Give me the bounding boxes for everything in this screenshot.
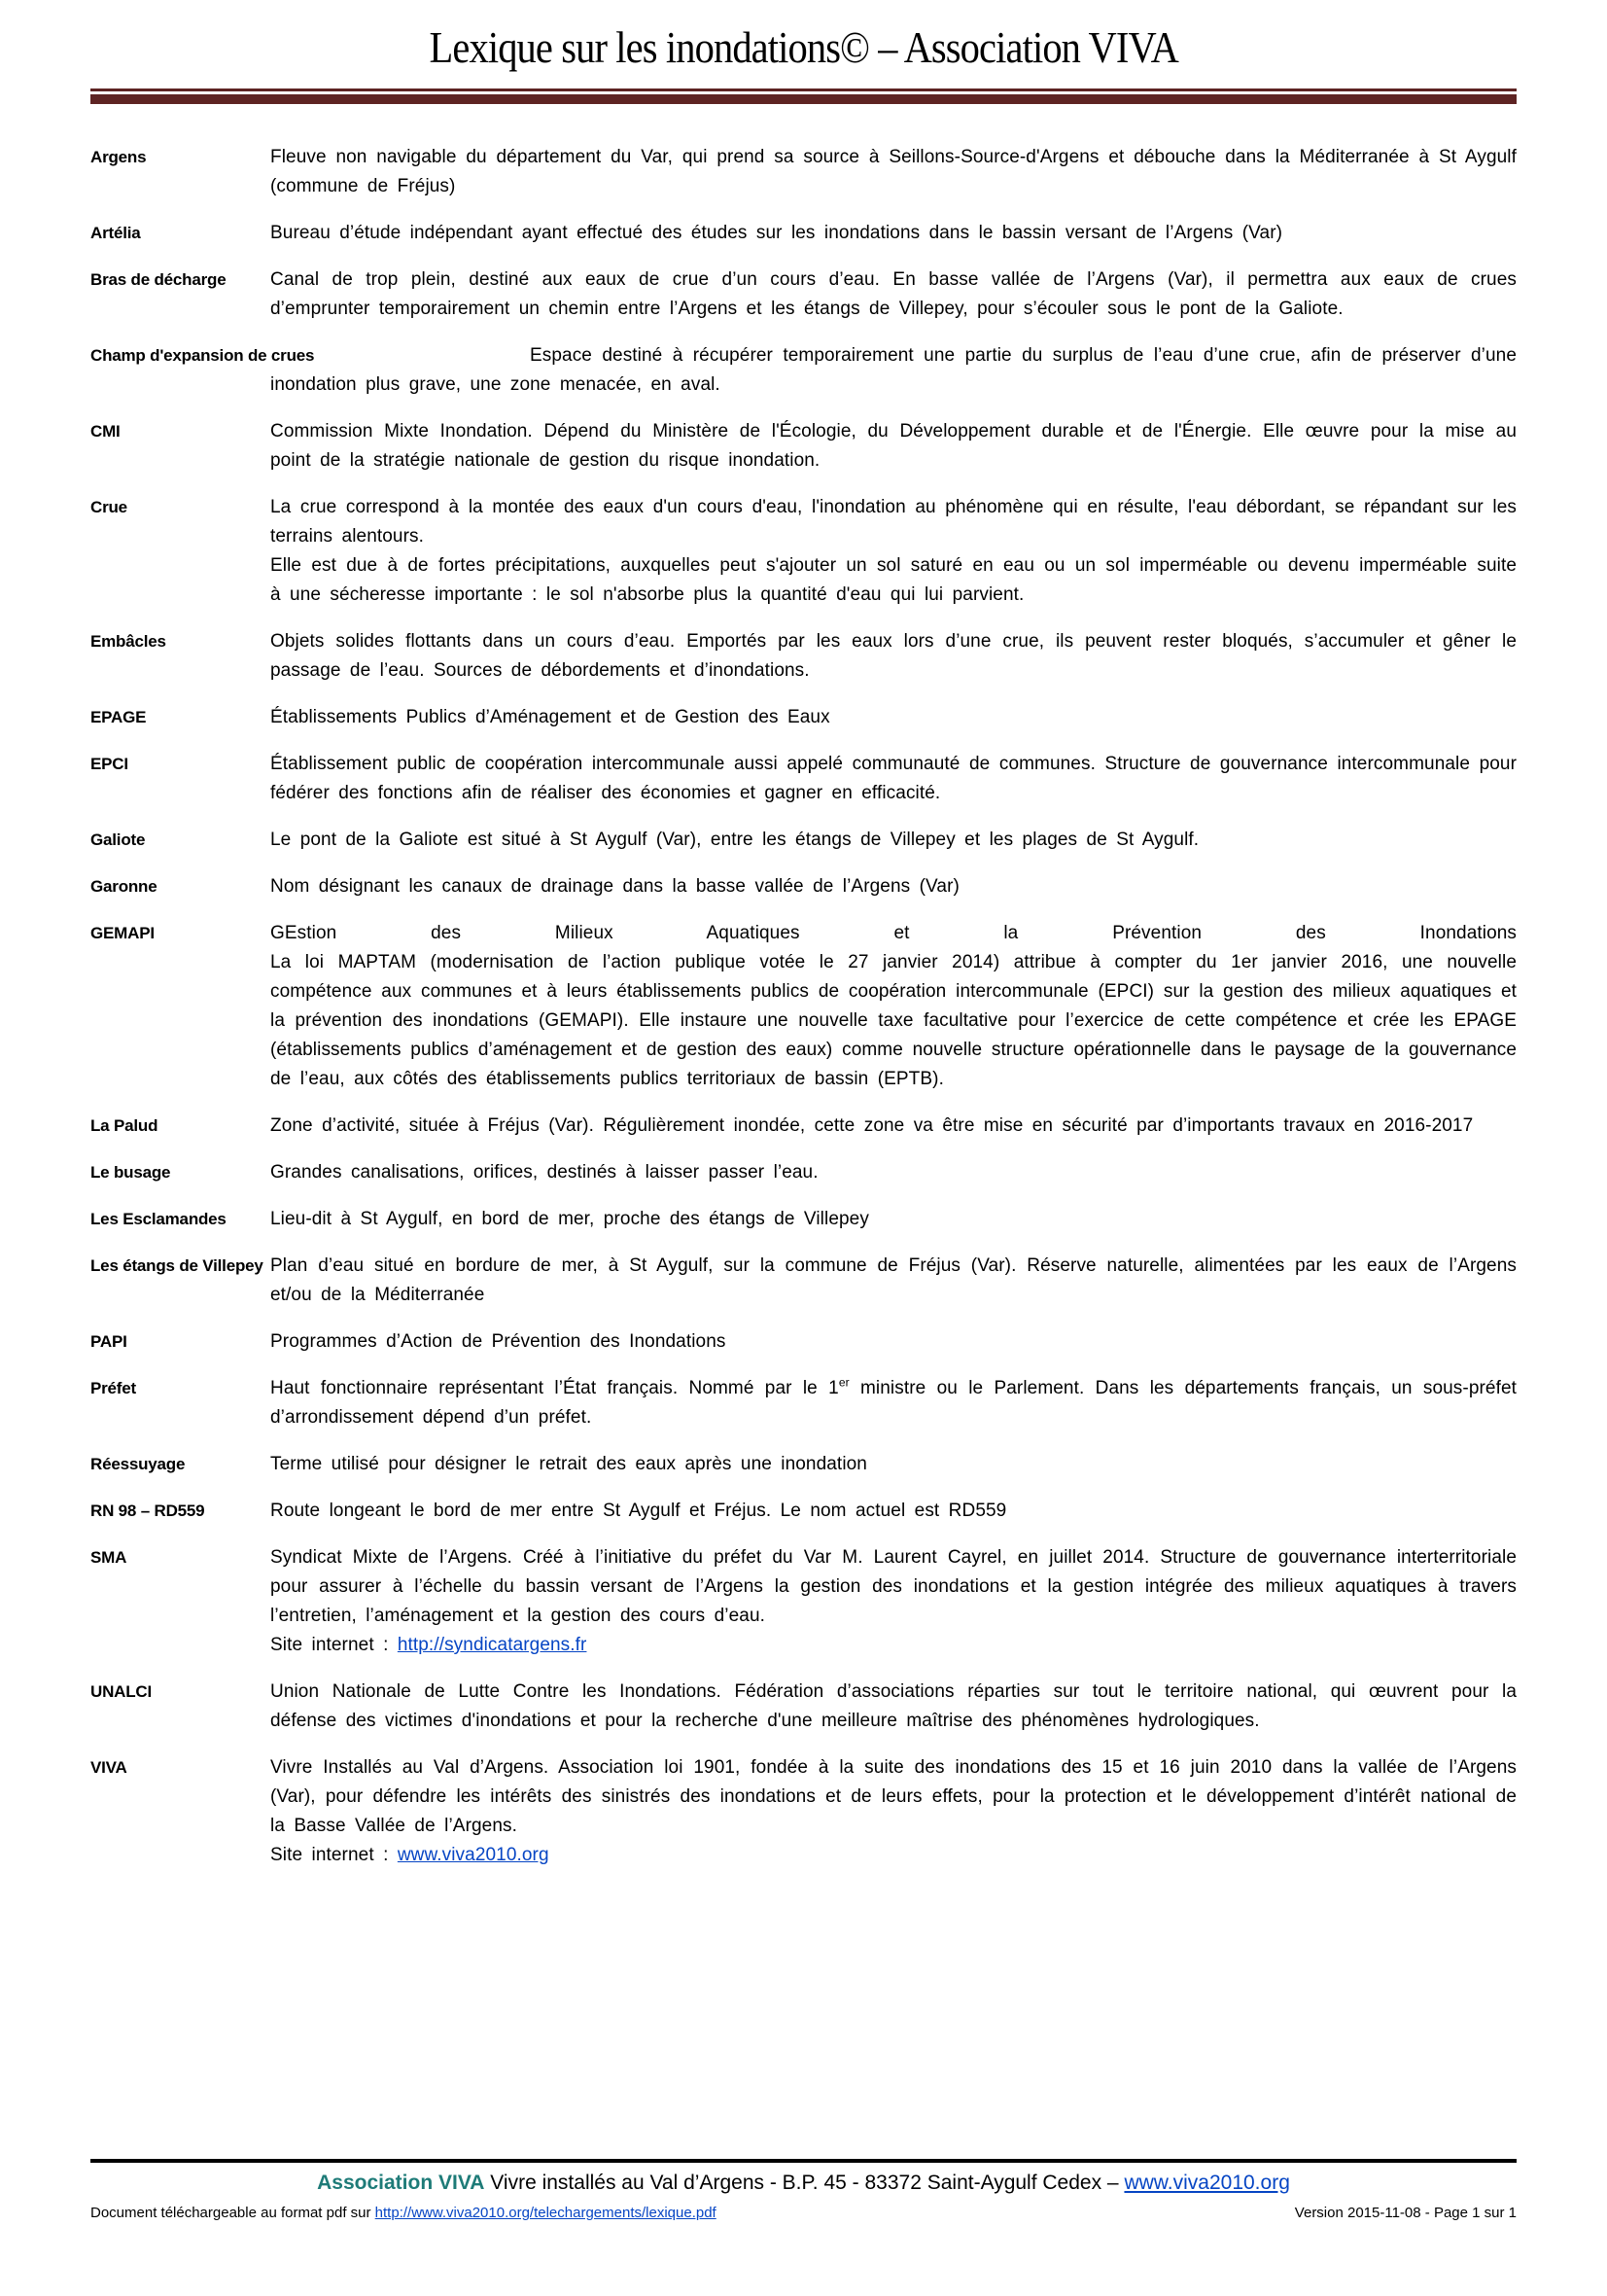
entry-definition (270, 143, 1517, 201)
entry-term: Embâcles (90, 632, 166, 651)
definition-text: Terme utilisé pour désigner le retrait des eaux après une inondation (270, 1454, 867, 1474)
footer-download-prefix: Document téléchargeable au format pdf sur (90, 2205, 375, 2221)
footer-association-line (90, 2172, 1517, 2195)
definition-text: Lieu-dit à St Aygulf, en bord de mer, proche des étangs de Villepey (270, 1209, 869, 1229)
entry-definition (270, 1205, 1517, 1234)
page-title-text: Lexique sur les inondations© – Association VIVA (429, 22, 1178, 72)
entry-definition (270, 417, 1517, 476)
definition-text: Grandes canalisations, orifices, destinés à laisser passer l’eau. (270, 1162, 819, 1183)
entry-term: La Palud (90, 1116, 158, 1135)
entry-definition (270, 1678, 1517, 1736)
definition-link[interactable]: http://syndicatargens.fr (397, 1635, 587, 1655)
lexicon-entry (90, 1450, 1517, 1479)
lexicon-entry (90, 417, 1517, 476)
entry-definition (270, 1753, 1517, 1870)
definition-text: Syndicat Mixte de l’Argens. Créé à l’initiative du préfet du Var M. Laurent Cayrel, en juillet 2014. Structure de gouvernance interterritoriale pour assurer à l’échelle du bassin versant de l’Argens la gestion des inondations et la gestion intégrée des milieux aquatiques à travers l’entretien, l’aménagement et la gestion des cours d’eau. (270, 1547, 1517, 1626)
entry-term: Champ d'expansion de crues (90, 346, 315, 365)
entry-term: Le busage (90, 1163, 171, 1182)
entry-definition (270, 1374, 1517, 1432)
lexicon-entry (90, 1497, 1517, 1526)
entry-term: SMA (90, 1548, 127, 1567)
definition-text: Le pont de la Galiote est situé à St Aygulf (Var), entre les étangs de Villepey et les plages de St Aygulf. (270, 830, 1200, 850)
lexicon-entry (90, 1374, 1517, 1432)
entry-definition (270, 627, 1517, 686)
entry-definition (270, 1497, 1517, 1526)
lexicon-entry (90, 703, 1517, 732)
entry-definition (270, 265, 1517, 324)
definition-text-part: ministre ou le Parlement. Dans les départements français, un sous-préfet d’arrondissement dépend d’un préfet. (270, 1378, 1518, 1428)
lexicon-entry (90, 265, 1517, 324)
entry-definition (270, 872, 1517, 901)
entry-definition (270, 341, 1517, 400)
definition-text: GEstion des Milieux Aquatiques et la Prévention des Inondations (270, 923, 1517, 943)
header-rule-thick (90, 94, 1517, 104)
definition-text: La loi MAPTAM (modernisation de l’action publique votée le 27 janvier 2014) attribue à compter du 1er janvier 2016, une nouvelle compétence aux communes et à leurs établissements publics de coopération intercommunale (EPCI) sur la gestion des milieux aquatiques et la prévention des inondations (GEMAPI). Elle instaure une nouvelle taxe facultative pour l’exercice de cette compétence et crée les EPAGE (établissements publics d’aménagement et de gestion des eaux) comme nouvelle structure opérationnelle dans le paysage de la gouvernance de l’eau, aux côtés des établissements publics territoriaux de bassin (EPTB). (270, 952, 1517, 1089)
entry-definition (270, 1112, 1517, 1141)
lexicon-entry (90, 627, 1517, 686)
header-rule-thin (90, 88, 1517, 91)
document-page (0, 21, 1607, 2221)
lexicon-entry (90, 826, 1517, 855)
site-label: Site internet : (270, 1635, 398, 1655)
entry-term: EPCI (90, 755, 128, 773)
definition-text: Fleuve non navigable du département du Var, qui prend sa source à Seillons-Source-d'Argens et débouche dans la Méditerranée à St Aygulf (commune de Fréjus) (270, 147, 1517, 196)
definition-text: Zone d’activité, située à Fréjus (Var). Régulièrement inondée, cette zone va être mise en sécurité par d’importants travaux en 2016-2017 (270, 1115, 1474, 1136)
lexicon-entry (90, 872, 1517, 901)
lexicon-entry (90, 1327, 1517, 1357)
definition-text: Établissements Publics d’Aménagement et de Gestion des Eaux (270, 707, 830, 727)
lexicon-entry (90, 219, 1517, 248)
footer-rule (90, 2159, 1517, 2163)
lexicon-entry (90, 1543, 1517, 1660)
footer-website-link[interactable]: www.viva2010.org (1124, 2172, 1290, 2194)
definition-text: Plan d’eau situé en bordure de mer, à St Aygulf, sur la commune de Fréjus (Var). Réserve naturelle, alimentées par les eaux de l’Argens et/ou de la Méditerranée (270, 1255, 1517, 1305)
definition-text: Espace destiné à récupérer temporairement une partie du surplus de l’eau d’une crue, afin de préserver d’une inondation plus grave, une zone menacée, en aval. (270, 345, 1517, 395)
definition-text-part: Haut fonctionnaire représentant l’État français. Nommé par le 1 (270, 1378, 839, 1398)
definition-text: Commission Mixte Inondation. Dépend du Ministère de l'Écologie, du Développement durable et de l'Énergie. Elle œuvre pour la mise au point de la stratégie nationale de gestion du risque inondation. (270, 421, 1517, 471)
page-footer (90, 2159, 1517, 2221)
entry-term: RN 98 – RD559 (90, 1501, 205, 1520)
entry-term: Garonne (90, 877, 157, 896)
lexicon-entry (90, 1252, 1517, 1310)
page-title (90, 21, 1517, 73)
footer-address: Vivre installés au Val d’Argens - B.P. 45 - 83372 Saint-Aygulf Cedex – (484, 2172, 1125, 2194)
entry-definition (270, 1252, 1517, 1310)
header-rule (90, 88, 1517, 104)
entry-definition (270, 493, 1517, 610)
entry-term: Galiote (90, 830, 146, 849)
entry-definition (270, 1327, 1517, 1357)
definition-site-line (270, 1841, 1517, 1870)
definition-text: La crue correspond à la montée des eaux d'un cours d'eau, l'inondation au phénomène qui en résulte, l'eau débordant, se répandant sur les terrains alentours. (270, 497, 1517, 547)
site-label: Site internet : (270, 1845, 398, 1865)
lexicon-entry (90, 1158, 1517, 1187)
lexicon-entry (90, 1678, 1517, 1736)
entry-definition (270, 750, 1517, 808)
definition-text: Elle est due à de fortes précipitations, auxquelles peut s'ajouter un sol saturé en eau ou un sol imperméable ou devenu imperméable suite à une sécheresse importante : le sol n'absorbe plus la quantité d'eau qui lui parvient. (270, 555, 1517, 605)
entry-definition (270, 1158, 1517, 1187)
definition-text: Établissement public de coopération intercommunale aussi appelé communauté de communes. Structure de gouvernance intercommunale pour fédérer des fonctions afin de réaliser des économies et gagner en efficacité. (270, 754, 1517, 803)
lexicon-entry (90, 750, 1517, 808)
lexicon-entry (90, 493, 1517, 610)
lexicon-entries (90, 143, 1517, 1870)
entry-term: Bras de décharge (90, 270, 227, 289)
footer-version: Version 2015-11-08 - Page 1 sur 1 (1294, 2205, 1517, 2221)
definition-text: Vivre Installés au Val d’Argens. Association loi 1901, fondée à la suite des inondations des 15 et 16 juin 2010 dans la vallée de l’Argens (Var), pour défendre les intérêts des sinistrés des inondations et de leurs effets, pour la protection et le développement d’intérêt national de la Basse Vallée de l’Argens. (270, 1757, 1517, 1836)
entry-term: Argens (90, 148, 147, 166)
lexicon-entry (90, 1112, 1517, 1141)
definition-text: Bureau d’étude indépendant ayant effectué des études sur les inondations dans le bassin versant de l’Argens (Var) (270, 223, 1283, 243)
definition-text: Route longeant le bord de mer entre St Aygulf et Fréjus. Le nom actuel est RD559 (270, 1501, 1007, 1521)
footer-download (90, 2205, 716, 2221)
definition-text (270, 1374, 1517, 1432)
entry-definition (270, 826, 1517, 855)
footer-download-link[interactable]: http://www.viva2010.org/telechargements/lexique.pdf (374, 2205, 716, 2221)
entry-term: Les étangs de Villepey (90, 1256, 263, 1275)
entry-definition (270, 703, 1517, 732)
definition-text: Programmes d’Action de Prévention des Inondations (270, 1331, 726, 1352)
lexicon-entry (90, 919, 1517, 1094)
entry-term: PAPI (90, 1332, 127, 1351)
entry-definition (270, 1543, 1517, 1660)
entry-term: Préfet (90, 1379, 136, 1397)
lexicon-entry (90, 1205, 1517, 1234)
definition-text: Objets solides flottants dans un cours d’eau. Emportés par les eaux lors d’une crue, ils peuvent rester bloqués, s’accumuler et gêner le passage de l’eau. Sources de débordements et d’inondations. (270, 631, 1517, 681)
lexicon-entry (90, 143, 1517, 201)
entry-term: CMI (90, 422, 121, 441)
entry-term: Artélia (90, 224, 141, 242)
definition-link[interactable]: www.viva2010.org (397, 1845, 549, 1865)
footer-meta-line (90, 2205, 1517, 2221)
definition-site-line (270, 1631, 1517, 1660)
entry-term: Les Esclamandes (90, 1210, 227, 1228)
entry-definition (270, 919, 1517, 1094)
entry-term: Réessuyage (90, 1455, 186, 1473)
definition-text: Canal de trop plein, destiné aux eaux de crue d’un cours d’eau. En basse vallée de l’Argens (Var), il permettra aux eaux de crues d’emprunter temporairement un chemin entre l’Argens et les étangs de Villepey, pour s’écouler sous le pont de la Galiote. (270, 269, 1517, 319)
entry-term: VIVA (90, 1758, 127, 1777)
entry-term: UNALCI (90, 1682, 153, 1701)
entry-term: GEMAPI (90, 924, 155, 942)
entry-definition (270, 219, 1517, 248)
entry-term: Crue (90, 498, 127, 516)
lexicon-entry (90, 341, 1517, 400)
lexicon-entry (90, 1753, 1517, 1870)
ordinal-superscript: er (838, 1375, 850, 1390)
footer-association-name: Association VIVA (317, 2172, 485, 2194)
entry-definition (270, 1450, 1517, 1479)
entry-term: EPAGE (90, 708, 147, 726)
definition-text: Nom désignant les canaux de drainage dans la basse vallée de l’Argens (Var) (270, 876, 960, 897)
definition-text: Union Nationale de Lutte Contre les Inondations. Fédération d’associations réparties sur tout le territoire national, qui œuvrent pour la défense des victimes d'inondations et pour la recherche d'une meilleure maîtrise des phénomènes hydrologiques. (270, 1681, 1517, 1731)
